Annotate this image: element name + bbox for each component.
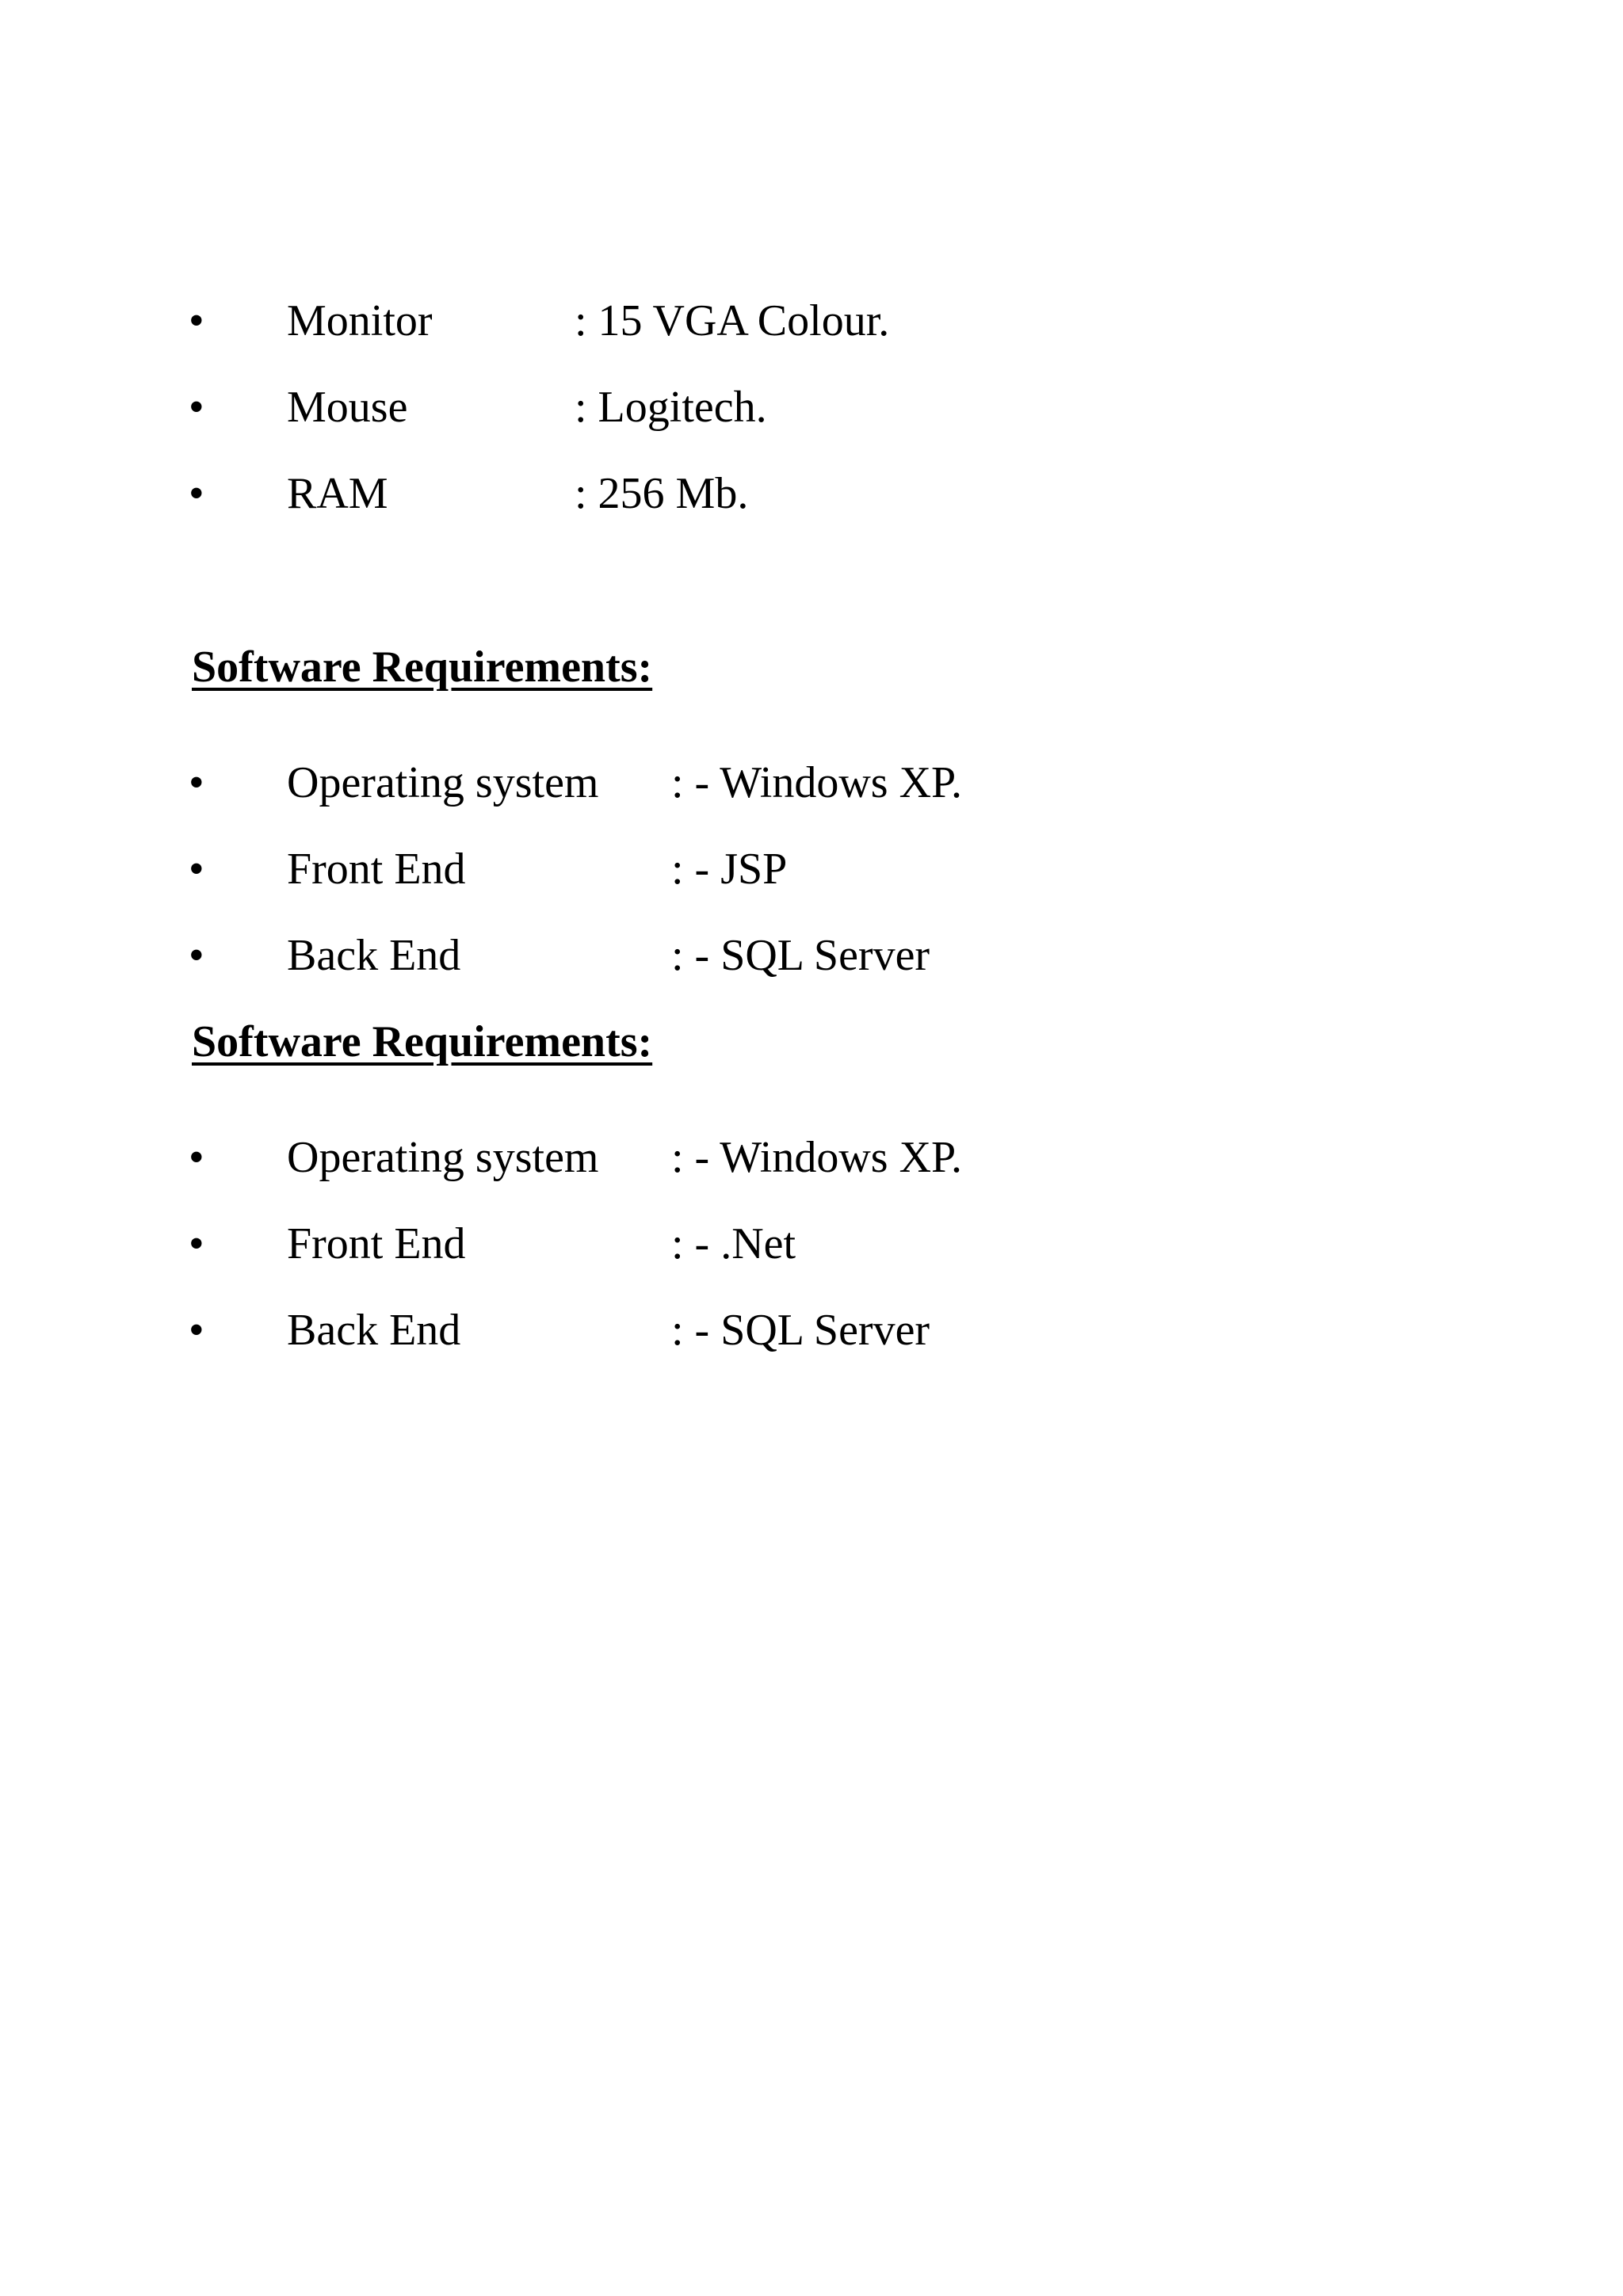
item-value: : - Windows XP.	[671, 1133, 962, 1182]
item-label: Operating system	[287, 1133, 599, 1182]
item-label: Mouse	[287, 383, 408, 432]
item-label: Back End	[287, 931, 461, 980]
item-label: Front End	[287, 845, 466, 894]
bullet: •	[189, 469, 204, 518]
bullet: •	[189, 931, 204, 980]
bullet: •	[189, 383, 204, 432]
bullet: •	[189, 1306, 204, 1355]
bullet: •	[189, 1219, 204, 1268]
item-value: : - .Net	[671, 1219, 796, 1268]
item-value: : - SQL Server	[671, 931, 930, 980]
item-label: Back End	[287, 1306, 461, 1355]
list-item-ram	[0, 462, 1623, 525]
item-value: : - SQL Server	[671, 1306, 930, 1355]
list-item-operating-system	[0, 1126, 1623, 1189]
item-label: Front End	[287, 1219, 466, 1268]
bullet: •	[189, 1133, 204, 1182]
list-item-operating-system	[0, 751, 1623, 814]
bullet: •	[189, 758, 204, 807]
bullet: •	[189, 845, 204, 894]
list-item-mouse	[0, 376, 1623, 439]
item-label: RAM	[287, 469, 388, 518]
bullet: •	[189, 296, 204, 345]
list-item-back-end	[0, 1299, 1623, 1362]
item-value: : 256 Mb.	[575, 469, 749, 518]
section-heading-software-2: Software Requirements:	[192, 1017, 653, 1066]
item-label: Monitor	[287, 296, 433, 345]
list-item-front-end	[0, 837, 1623, 901]
item-value: : - Windows XP.	[671, 758, 962, 807]
item-value: : 15 VGA Colour.	[575, 296, 890, 345]
item-value: : Logitech.	[575, 383, 767, 432]
list-item-front-end	[0, 1212, 1623, 1276]
list-item-back-end	[0, 924, 1623, 987]
item-value: : - JSP	[671, 845, 788, 894]
list-item-monitor	[0, 289, 1623, 353]
item-label: Operating system	[287, 758, 599, 807]
section-heading-software-1: Software Requirements:	[192, 643, 653, 692]
